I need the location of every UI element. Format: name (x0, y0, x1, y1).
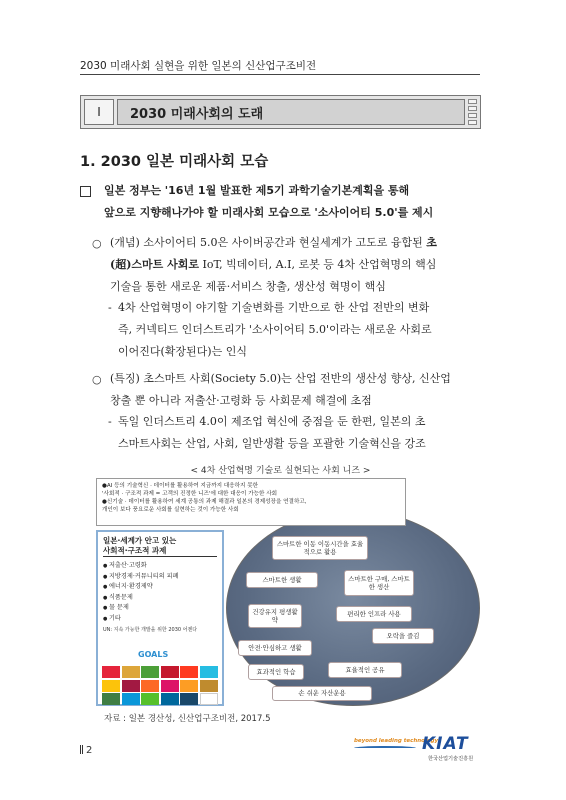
main-point (104, 180, 484, 224)
dash-bullet-icon: - (108, 415, 112, 428)
figure-summary-box: ●AI 등의 기술혁신 · 데이터를 활용하여 지금까지 대응하지 못한 '사회적 · 구조적 과제 = 고객의 진정한 니즈'에 대한 대응이 가능한 사회 ●신기술 · 데이터를 활용하여 세계 공통의 과제 해결과 일본의 경제성장을 연결하고, 개인이 보다 풍요로운 사회를 실현하는 것이 가능한 사회 (96, 478, 406, 526)
kiat-logo: beyond leading technology KIAT 한국산업기술진흥원 (354, 734, 474, 762)
chapter-decoration (468, 99, 477, 125)
chapter-banner (80, 95, 481, 129)
social-needs-figure (96, 478, 480, 710)
need-smart-living: 스마트한 생활 (246, 572, 318, 588)
point-features: (특징) 초스마트 사회(Society 5.0)는 산업 전반의 생산성 향상, 신산업 창출 뿐 아니라 저출산·고령화 등 사회문제 해결에 초점 (110, 372, 451, 407)
circle-bullet-icon: ○ (92, 237, 102, 250)
section-title: 1. 2030 일본 미래사회 모습 (80, 154, 269, 170)
circle-bullet-icon: ○ (92, 373, 102, 386)
issue-item: ● 기타 (103, 614, 217, 625)
social-issues-box: 일본·세계가 안고 있는 사회적·구조적 과제 ● 저출산·고령화 ● 지방경제·커뮤니티의 피폐 ● 에너지·환경제약 ● 식품문제 ● 물 문제 ● 기타 UN: 지속 가능한 개발을 위한 2030 어젠다 GOALS (96, 530, 224, 706)
figure-caption: < 4차 산업혁명 기술로 실현되는 사회 니즈 > (190, 466, 371, 476)
issue-item: ● 저출산·고령화 (103, 561, 217, 572)
issue-item: ● 에너지·환경제약 (103, 582, 217, 593)
point-concept: (개념) 소사이어티 5.0은 사이버공간과 현실세계가 고도로 융합된 초 (超)스마트 사회로 IoT, 빅데이터, A.I, 로봇 등 4차 산업혁명의 핵심 기술을 통한 새로운 제품·서비스 창출, 생산성 혁명이 핵심 (110, 236, 437, 293)
figure-source: 자료 : 일본 경산성, 신산업구조비전, 2017.5 (104, 714, 271, 724)
issue-item: ● 식품문제 (103, 593, 217, 604)
sdg-icons-grid (102, 666, 218, 705)
sub-point-industry-comparison: - 독일 인더스트리 4.0이 제조업 혁신에 중점을 둔 한편, 일본의 초 스마트사회는 산업, 사회, 일반생활 등을 포괄한 기술혁신을 강조 (108, 411, 484, 455)
need-convenient-infra: 편리한 인프라 사용 (336, 606, 412, 622)
need-entertainment: 오락을 즐김 (372, 628, 434, 644)
page-marker-icon (80, 745, 83, 754)
need-sharing: 효율적인 공유 (328, 662, 402, 678)
need-safe-living: 안전·안심하고 생활 (238, 640, 312, 656)
chapter-title: 2030 미래사회의 도래 (117, 99, 465, 125)
header-divider (80, 74, 480, 75)
dash-bullet-icon: - (108, 301, 112, 314)
sub-point-connected-industry: - 4차 산업혁명이 야기할 기술변화를 기반으로 한 산업 전반의 변화 즉, 커넥티드 인더스트리가 '소사이어티 5.0'이라는 새로운 사회로 이어진다(확장된다)는 인식 (108, 297, 484, 363)
main-point-line-2: 앞으로 지향해나가야 할 미래사회 모습으로 '소사이어티 5.0'를 제시 (104, 206, 434, 219)
need-health: 건강유지 평생활약 (248, 604, 302, 628)
chapter-number: Ⅰ (84, 99, 114, 125)
running-header: 2030 미래사회 실현을 위한 일본의 신산업구조비전 (80, 60, 317, 72)
page-number: 2 (80, 745, 92, 756)
issue-item: ● 물 문제 (103, 603, 217, 614)
logo-swoosh-icon (354, 746, 416, 750)
need-learning: 효과적인 학습 (248, 664, 304, 680)
sdg-goals-logo: GOALS (138, 650, 169, 659)
square-bullet-icon (80, 186, 91, 197)
main-point-line-1: 일본 정부는 '16년 1월 발표한 제5기 과학기술기본계획을 통해 (104, 184, 410, 197)
need-smart-mobility: 스마트한 이동 이동시간을 효율적으로 활용 (272, 536, 368, 560)
need-asset-management: 손 쉬운 자산운용 (272, 686, 372, 701)
un-agenda-note: UN: 지속 가능한 개발을 위한 2030 어젠다 (103, 627, 198, 633)
need-smart-purchase: 스마트한 구매, 스마트한 생산 (344, 570, 414, 596)
issue-item: ● 지방경제·커뮤니티의 피폐 (103, 572, 217, 583)
